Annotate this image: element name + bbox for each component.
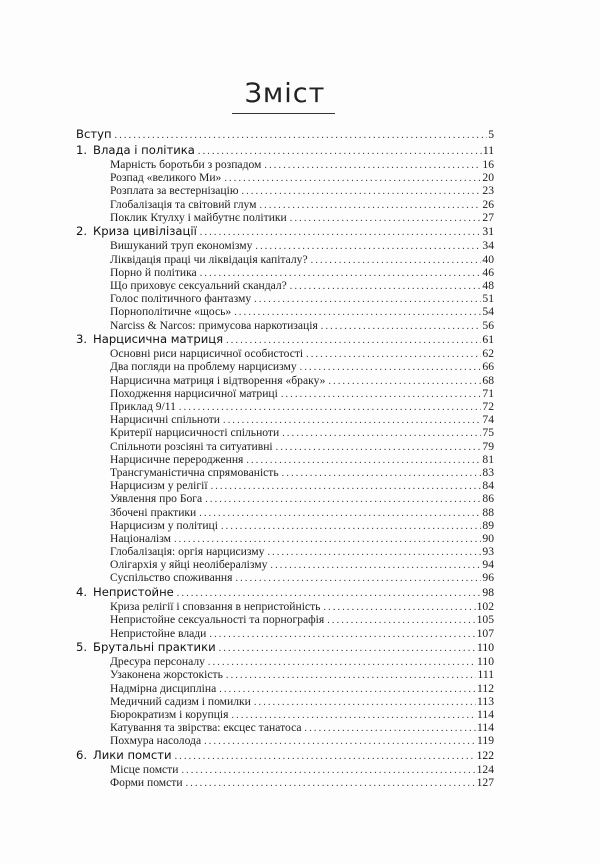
section-title: Порнополітичне «щось» xyxy=(110,305,232,319)
section-title: Уявлення про Бога xyxy=(110,492,203,506)
section-title: Нарцисичні спільноти xyxy=(110,413,220,427)
section-title: Основні риси нарцисичної особистості xyxy=(110,347,304,361)
toc-chapter-5[interactable] xyxy=(76,640,494,656)
page-title: Зміст xyxy=(244,78,326,109)
chapter-title: Нарцисична матриця xyxy=(93,331,224,346)
section-title: Націоналізм xyxy=(110,531,171,545)
toc-section[interactable] xyxy=(76,305,494,318)
section-title: Narciss & Narcos: примусова наркотизація xyxy=(110,318,318,332)
chapter-number: 5. xyxy=(76,639,88,654)
toc-page-number: 40 xyxy=(482,252,494,266)
section-title: Порно й політика xyxy=(110,265,197,279)
dot-leader xyxy=(254,293,481,305)
section-title: Вишуканий труп економізму xyxy=(110,239,253,253)
toc-page-number: 48 xyxy=(482,279,494,292)
toc-section[interactable] xyxy=(76,440,494,453)
toc-section[interactable] xyxy=(76,413,494,426)
section-title: Розплата за вестернізацію xyxy=(110,184,239,198)
dot-leader xyxy=(282,427,481,439)
toc-page-number: 83 xyxy=(482,465,494,479)
dot-leader xyxy=(200,267,482,279)
toc-section[interactable] xyxy=(76,519,494,532)
toc-page-number: 71 xyxy=(482,386,494,400)
table-of-contents xyxy=(76,127,494,789)
toc-page-number: 105 xyxy=(476,613,494,627)
toc-page-number: 79 xyxy=(482,439,494,453)
toc-page-number: 93 xyxy=(482,545,494,559)
toc-chapter-2[interactable] xyxy=(76,224,494,240)
toc-page-number: 74 xyxy=(482,413,494,427)
chapter-title: Брутальні практики xyxy=(93,639,216,654)
toc-page-number: 5 xyxy=(488,128,494,141)
toc-section[interactable] xyxy=(76,453,494,466)
dot-leader xyxy=(175,749,476,764)
section-title: Катування та звірства: ексцес танатоса xyxy=(110,721,302,735)
toc-section[interactable] xyxy=(76,627,494,640)
section-title: Критерії нарцисичності спільноти xyxy=(110,426,280,440)
section-title: Нарцисичне переродження xyxy=(110,452,244,466)
section-title: Поклик Ктулху і майбутнє політики xyxy=(110,210,287,224)
section-title: Дресура персоналу xyxy=(110,655,205,669)
section-title: Непристойне сексуальності та порнографія xyxy=(110,613,325,627)
chapter-title: Криза цивілізації xyxy=(93,223,197,238)
section-title: Ліквідація праці чи ліквідація капіталу? xyxy=(110,252,308,266)
dot-leader xyxy=(186,777,476,789)
section-title: Що приховує сексуальний скандал? xyxy=(110,279,287,292)
dot-leader xyxy=(241,185,481,197)
dot-leader xyxy=(234,306,481,318)
dot-leader xyxy=(290,212,482,224)
toc-section[interactable] xyxy=(76,400,494,413)
toc-section[interactable] xyxy=(76,695,494,708)
toc-page-number: 81 xyxy=(482,452,494,466)
dot-leader xyxy=(199,507,481,519)
toc-page-number: 27 xyxy=(482,210,494,224)
toc-section[interactable] xyxy=(76,184,494,197)
toc-page-number: 56 xyxy=(482,318,494,332)
toc-section[interactable] xyxy=(76,708,494,721)
toc-page-number: 26 xyxy=(482,197,494,211)
dot-leader xyxy=(235,572,481,584)
dot-leader xyxy=(198,144,482,159)
toc-section[interactable] xyxy=(76,532,494,545)
section-title: Надмірна дисципліна xyxy=(110,681,217,695)
dot-leader xyxy=(246,454,481,466)
section-title: Глобалізація та світовий глум xyxy=(110,197,257,211)
toc-page-number: 54 xyxy=(482,305,494,319)
toc-page-number: 20 xyxy=(482,171,494,185)
dot-leader xyxy=(224,172,481,184)
toc-section[interactable] xyxy=(76,776,494,789)
toc-section[interactable] xyxy=(76,387,494,400)
dot-leader xyxy=(209,628,475,640)
toc-page-number: 119 xyxy=(477,734,494,748)
toc-section[interactable] xyxy=(76,292,494,305)
toc-page-number: 61 xyxy=(482,332,494,346)
chapter-number: 3. xyxy=(76,331,88,346)
section-title: Бюрократизм і корупція xyxy=(110,707,229,721)
section-title: Розпад «великого Ми» xyxy=(110,171,222,185)
dot-leader xyxy=(259,199,481,211)
toc-section[interactable] xyxy=(76,682,494,695)
toc-section[interactable] xyxy=(76,763,494,776)
dot-leader xyxy=(208,656,476,668)
toc-section[interactable] xyxy=(76,613,494,626)
chapter-title: Влада і політика xyxy=(93,142,195,157)
toc-page-number: 122 xyxy=(476,748,494,762)
section-title: Нарцисизм у політиці xyxy=(110,518,218,532)
dot-leader xyxy=(281,388,482,400)
toc-section[interactable] xyxy=(76,360,494,373)
toc-section[interactable] xyxy=(76,655,494,668)
toc-page-number: 23 xyxy=(482,184,494,198)
toc-page-number: 51 xyxy=(482,292,494,306)
toc-section[interactable] xyxy=(76,374,494,387)
dot-leader xyxy=(254,696,476,708)
toc-section[interactable] xyxy=(76,211,494,224)
section-title: Медичний садизм і помилки xyxy=(110,694,251,708)
section-title: Місце помсти xyxy=(110,763,179,776)
toc-page-number: 89 xyxy=(482,518,494,532)
section-title: Криза релігії і сповзання в непристойність xyxy=(110,600,321,614)
dot-leader xyxy=(282,467,482,479)
toc-section[interactable] xyxy=(76,466,494,479)
dot-leader xyxy=(179,401,481,413)
toc-page-number: 86 xyxy=(482,492,494,506)
section-title: Глобалізація: оргія нарцисизму xyxy=(110,545,265,559)
section-title: Трансгуманістична спрямованість xyxy=(110,465,279,479)
section-title: Нарцисизм у релігії xyxy=(110,479,208,493)
toc-page-number: 11 xyxy=(482,143,494,157)
section-title: Збочені практики xyxy=(110,505,197,519)
toc-page-number: 31 xyxy=(482,224,494,238)
toc-section[interactable] xyxy=(76,600,494,613)
toc-page-number: 98 xyxy=(482,585,494,599)
dot-leader xyxy=(290,280,482,292)
toc-page-number: 113 xyxy=(477,694,494,708)
toc-page-number: 114 xyxy=(477,707,494,721)
dot-leader xyxy=(221,520,481,532)
toc-entry-intro[interactable] xyxy=(76,127,494,143)
dot-leader xyxy=(204,735,476,747)
section-title: Похмура насолода xyxy=(110,734,202,748)
toc-page-number: 66 xyxy=(482,360,494,374)
toc-section[interactable] xyxy=(76,319,494,332)
section-title: Олігархія у яйці неолібералізму xyxy=(110,558,268,572)
toc-section[interactable] xyxy=(76,158,494,171)
dot-leader xyxy=(305,722,477,734)
section-title: Два погляди на проблему нарцисизму xyxy=(110,360,297,374)
dot-leader xyxy=(327,614,475,626)
toc-page-number: 127 xyxy=(476,776,494,790)
toc-page-number: 88 xyxy=(482,505,494,519)
toc-page-number: 46 xyxy=(482,265,494,279)
chapter-number: 4. xyxy=(76,584,88,599)
toc-section[interactable] xyxy=(76,239,494,252)
toc-section[interactable] xyxy=(76,506,494,519)
toc-chapter-1[interactable] xyxy=(76,143,494,159)
dot-leader xyxy=(211,480,482,492)
dot-leader xyxy=(270,559,481,571)
dot-leader xyxy=(177,586,482,601)
toc-section[interactable] xyxy=(76,479,494,492)
toc-section[interactable] xyxy=(76,279,494,292)
section-title: Суспільство споживання xyxy=(110,571,233,585)
chapter-number: 1. xyxy=(76,142,88,157)
dot-leader xyxy=(219,683,476,695)
dot-leader xyxy=(311,254,482,266)
section-title: Форми помсти xyxy=(110,776,183,790)
toc-page-number: 34 xyxy=(482,239,494,253)
toc-page-number: 107 xyxy=(476,626,494,640)
dot-leader xyxy=(267,546,481,558)
toc-section[interactable] xyxy=(76,721,494,734)
toc-page-number: 111 xyxy=(477,668,494,682)
toc-page-number: 114 xyxy=(477,721,494,735)
toc-section[interactable] xyxy=(76,668,494,681)
section-title: Приклад 9/11 xyxy=(110,400,176,413)
toc-chapter-6[interactable] xyxy=(76,748,494,764)
section-title: Непристойне влади xyxy=(110,626,207,640)
section-title: Марність боротьби з розпадом xyxy=(110,158,262,171)
dot-leader xyxy=(321,320,482,332)
dot-leader xyxy=(226,669,477,681)
dot-leader xyxy=(200,225,482,240)
toc-page-number: 102 xyxy=(476,600,494,614)
toc-page-number: 94 xyxy=(482,558,494,572)
section-title: Голос політичного фантазму xyxy=(110,292,252,306)
chapter-number: 6. xyxy=(76,747,88,762)
chapter-number: 2. xyxy=(76,223,88,238)
toc-chapter-4[interactable] xyxy=(76,585,494,601)
dot-leader xyxy=(226,333,481,348)
toc-section[interactable] xyxy=(76,426,494,439)
dot-leader xyxy=(219,641,476,656)
toc-page-number: 124 xyxy=(476,763,494,776)
dot-leader xyxy=(115,128,488,143)
section-title: Походження нарцисичної матриці xyxy=(110,386,278,400)
toc-page-number: 68 xyxy=(482,373,494,387)
toc-section[interactable] xyxy=(76,253,494,266)
dot-leader xyxy=(231,709,476,721)
toc-section[interactable] xyxy=(76,571,494,584)
toc-section[interactable] xyxy=(76,266,494,279)
dot-leader xyxy=(223,414,481,426)
dot-leader xyxy=(300,361,482,373)
toc-chapter-3[interactable] xyxy=(76,332,494,348)
section-title: Узаконена жорстокість xyxy=(110,668,223,682)
toc-page-number: 112 xyxy=(477,681,494,695)
toc-page-number: 62 xyxy=(482,347,494,361)
toc-section[interactable] xyxy=(76,734,494,747)
toc-section[interactable] xyxy=(76,545,494,558)
toc-section[interactable] xyxy=(76,558,494,571)
toc-section[interactable] xyxy=(76,492,494,505)
title-underline xyxy=(232,113,335,114)
toc-section[interactable] xyxy=(76,198,494,211)
dot-leader xyxy=(174,533,481,545)
toc-page-number: 72 xyxy=(482,400,494,413)
toc-page-number: 110 xyxy=(477,640,494,654)
dot-leader xyxy=(323,601,475,613)
chapter-title: Непристойне xyxy=(93,584,174,599)
section-title: Нарцисична матриця і відтворення «браку» xyxy=(110,373,326,387)
toc-page-number: 84 xyxy=(482,479,494,493)
dot-leader xyxy=(328,375,481,387)
toc-entry-label: Вступ xyxy=(76,127,112,141)
dot-leader xyxy=(306,348,481,360)
dot-leader xyxy=(255,240,481,252)
toc-page-number: 75 xyxy=(482,426,494,440)
toc-section[interactable] xyxy=(76,171,494,184)
dot-leader xyxy=(276,441,482,453)
section-title: Спільноти розсіяні та ситуативні xyxy=(110,439,273,453)
dot-leader xyxy=(181,764,475,776)
toc-page-number: 16 xyxy=(482,158,494,171)
chapter-title: Лики помсти xyxy=(93,747,172,762)
toc-page-number: 90 xyxy=(482,531,494,545)
toc-section[interactable] xyxy=(76,347,494,360)
dot-leader xyxy=(205,493,481,505)
toc-page-number: 110 xyxy=(477,655,494,669)
dot-leader xyxy=(264,159,481,171)
toc-page-number: 96 xyxy=(482,571,494,585)
